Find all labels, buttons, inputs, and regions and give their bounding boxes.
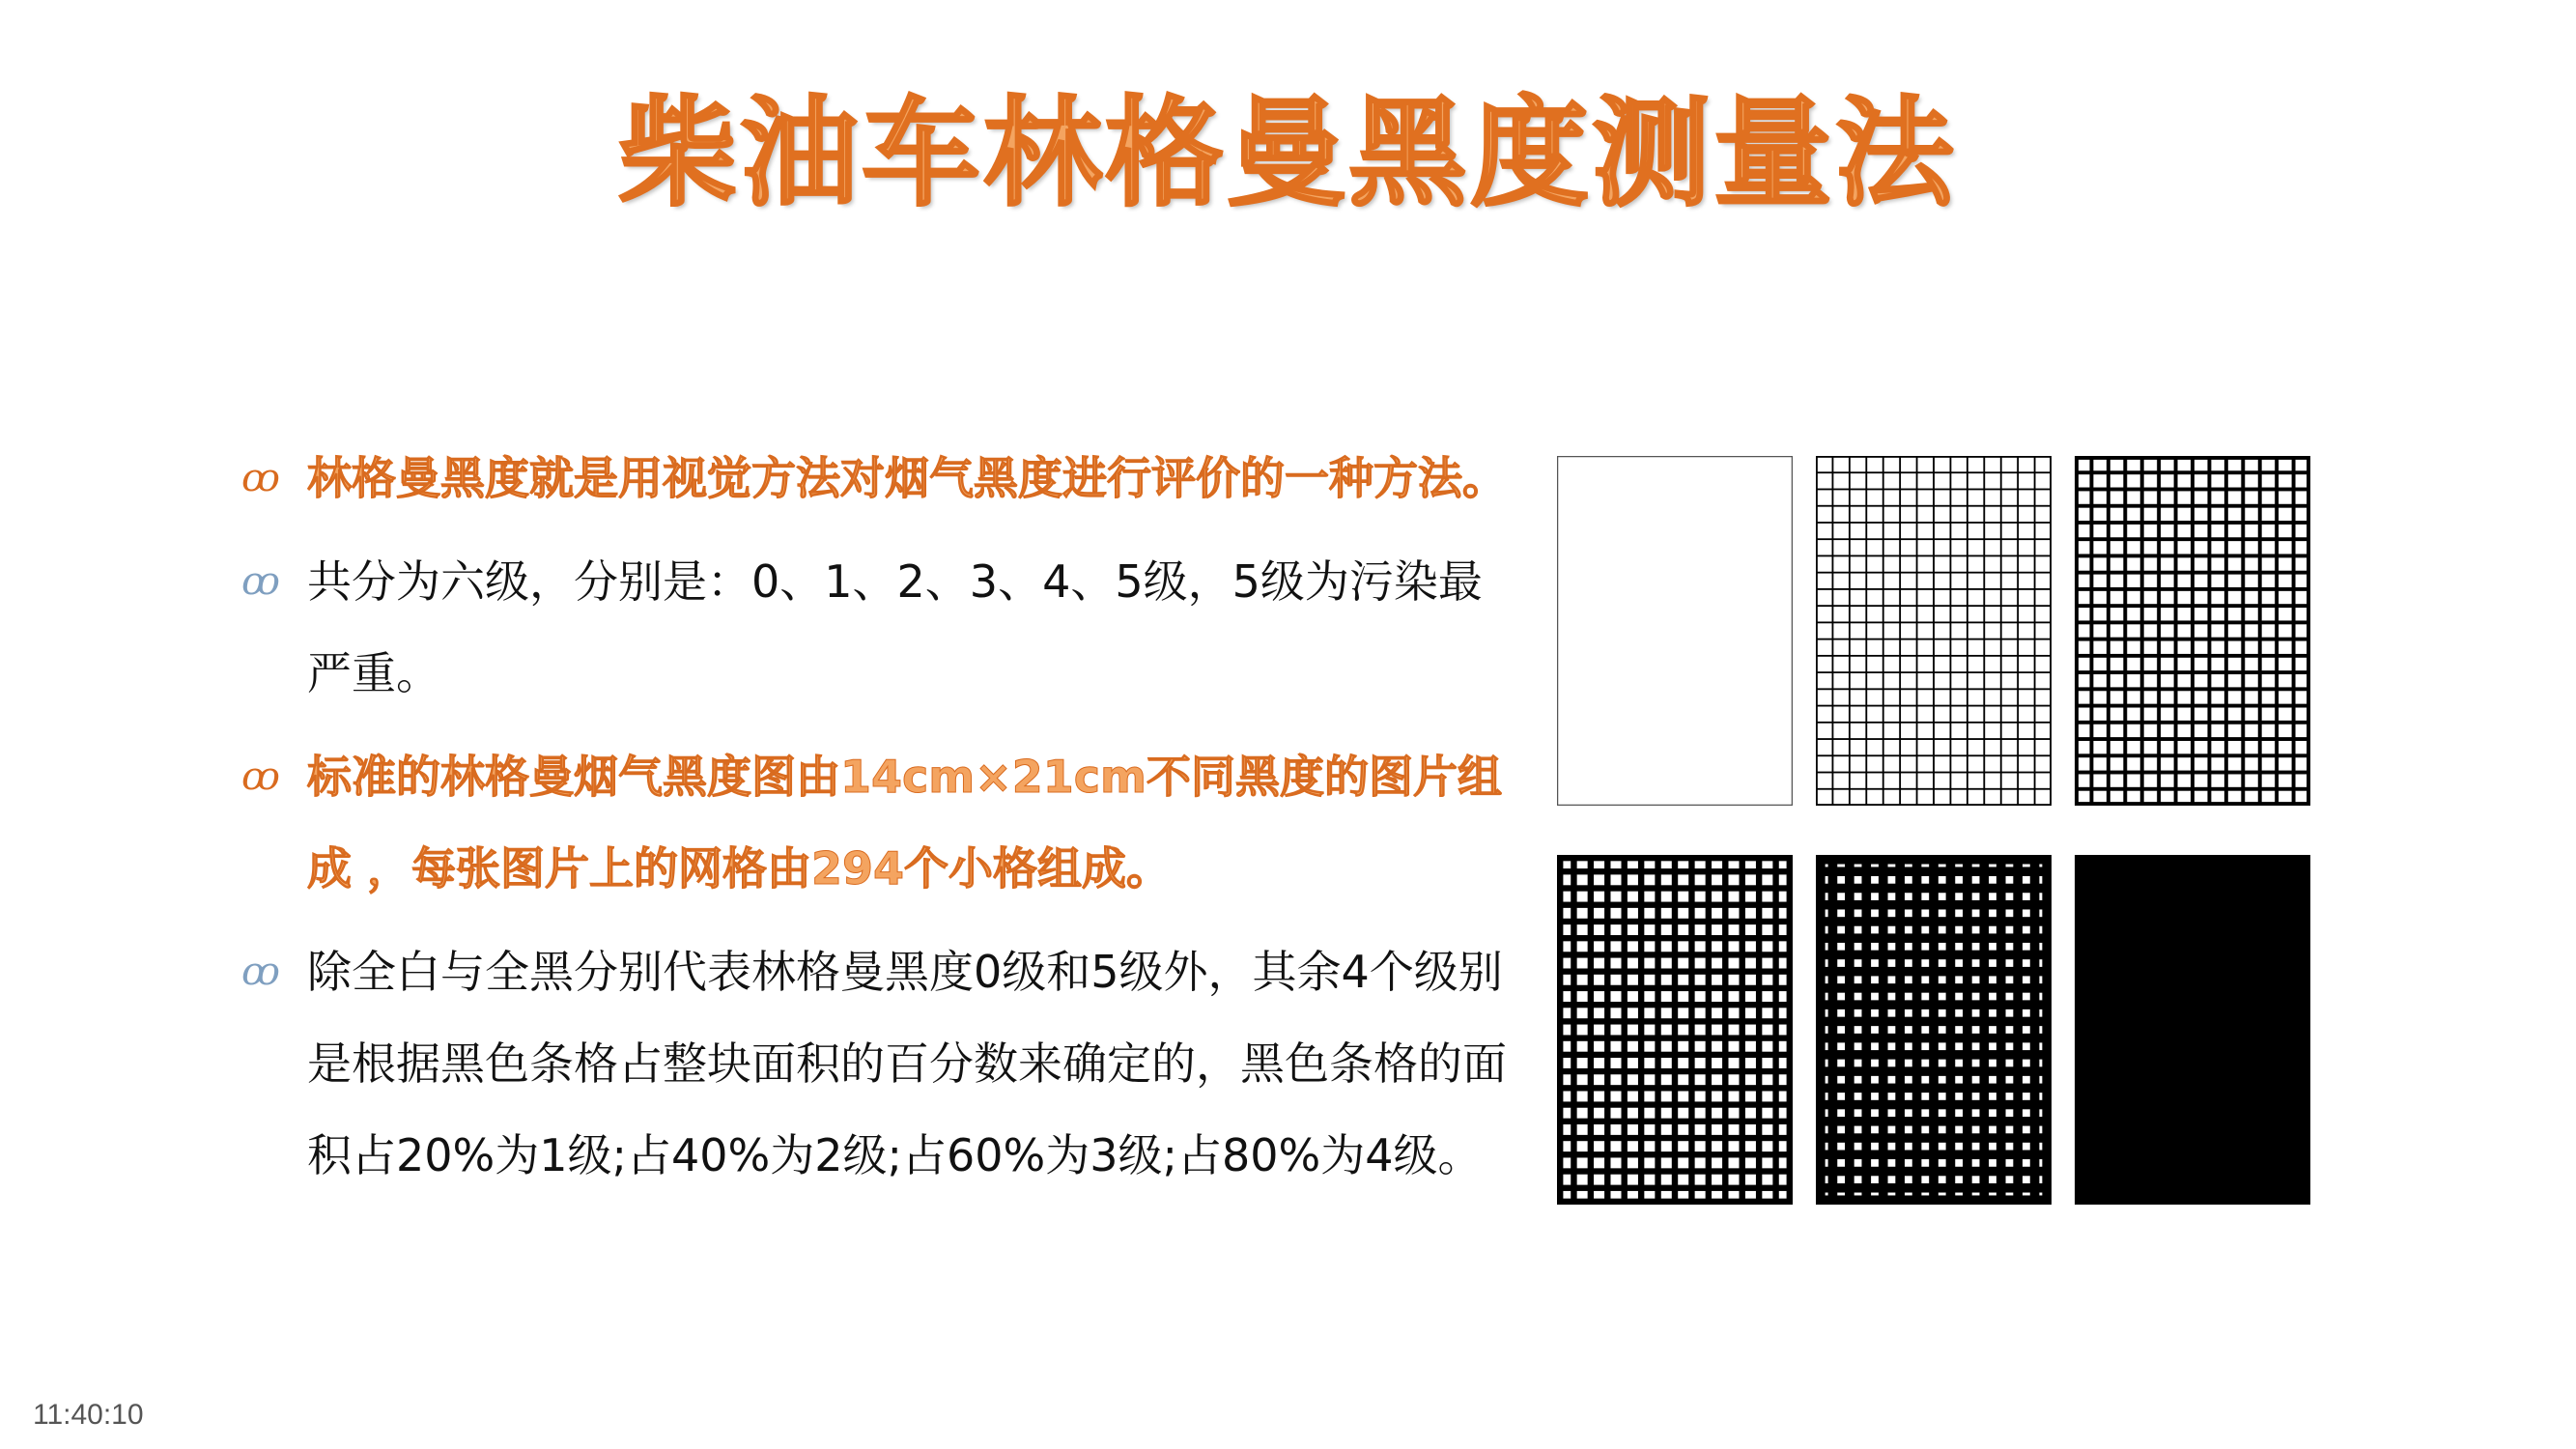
grid-line-horizontal xyxy=(2075,638,2310,641)
grid-line-horizontal xyxy=(2075,737,2310,741)
grid-line-horizontal xyxy=(1557,1002,1793,1008)
slide-title: 柴油车林格曼黑度测量法 xyxy=(618,85,1958,222)
grid-line-horizontal xyxy=(1816,1000,2052,1009)
grid-line-horizontal xyxy=(2075,571,2310,575)
grid-line-horizontal xyxy=(1557,1151,1793,1157)
bullet-text: 标准的林格曼烟气黑度图由14cm×21cm不同黑度的图片组成 ，每张图片上的网格由294个小格组成。 xyxy=(307,751,1502,895)
bullet-marker-icon: ꝏ xyxy=(241,559,280,604)
bullet-item xyxy=(241,433,1526,525)
grid-line-horizontal xyxy=(2075,654,2310,658)
ringelmann-card-level-1 xyxy=(1816,456,2052,806)
bullet-item xyxy=(241,536,1526,720)
grid-line-horizontal xyxy=(1816,471,2052,473)
bullet-list xyxy=(241,433,1526,1202)
grid-line-horizontal xyxy=(1816,1066,2052,1076)
grid-line-vertical xyxy=(1882,456,1884,806)
grid-line-horizontal xyxy=(1816,1100,2052,1110)
grid-line-horizontal xyxy=(1557,935,1793,941)
grid-line-vertical xyxy=(1865,456,1867,806)
grid-line-horizontal xyxy=(1816,1034,2052,1043)
ringelmann-card-level-5 xyxy=(2075,855,2310,1205)
ringelmann-grid-svg xyxy=(1816,855,2052,1205)
grid-line-vertical xyxy=(1967,456,1968,806)
grid-line-horizontal xyxy=(1816,621,2052,623)
grid-line-horizontal xyxy=(1816,555,2052,557)
grid-line-horizontal xyxy=(1557,1135,1793,1141)
grid-line-vertical xyxy=(2000,456,2002,806)
grid-line-horizontal xyxy=(2075,771,2310,775)
grid-line-vertical xyxy=(2089,456,2093,806)
grid-line-horizontal xyxy=(1816,1017,2052,1027)
grid-line-vertical xyxy=(2075,456,2079,806)
bullet-text: 共分为六级，分别是：0、1、2、3、4、5级，5级为污染最严重。 xyxy=(307,555,1483,699)
grid-line-horizontal xyxy=(2075,537,2310,541)
grid-line-vertical xyxy=(2107,456,2110,806)
grid-line-horizontal xyxy=(1816,855,2052,865)
grid-line-vertical xyxy=(2034,456,2036,806)
grid-line-horizontal xyxy=(1816,1133,2052,1143)
grid-line-vertical xyxy=(2140,456,2144,806)
grid-line-horizontal xyxy=(1816,772,2052,774)
grid-line-horizontal xyxy=(2075,521,2310,525)
grid-line-horizontal xyxy=(1557,1185,1793,1191)
grid-line-horizontal xyxy=(1816,639,2052,640)
grid-line-horizontal xyxy=(1557,1085,1793,1091)
grid-line-horizontal xyxy=(1816,917,2052,926)
grid-line-horizontal xyxy=(2075,488,2310,492)
grid-line-horizontal xyxy=(1557,919,1793,924)
ringelmann-grid-svg xyxy=(2075,855,2310,1205)
grid-line-vertical xyxy=(1849,456,1851,806)
grid-line-vertical xyxy=(2017,456,2019,806)
ringelmann-grid-svg xyxy=(1557,456,1793,806)
grid-line-horizontal xyxy=(1816,983,2052,993)
grid-line-horizontal xyxy=(2075,687,2310,691)
grid-line-vertical xyxy=(2174,456,2178,806)
grid-line-vertical xyxy=(2157,456,2161,806)
grid-line-horizontal xyxy=(2075,554,2310,557)
grid-line-vertical xyxy=(1950,456,1952,806)
grid-line-horizontal xyxy=(1816,754,2052,756)
bullet-text: 除全白与全黑分别代表林格曼黑度0级和5级外，其余4个级别是根据黑色条格占整块面积的百分数来确定的，黑色条格的面积占20%为1级;占40%为2级;占60%为3级;占80%为4级。 xyxy=(307,946,1507,1181)
grid-line-horizontal xyxy=(2075,721,2310,724)
grid-line-horizontal xyxy=(1816,884,2052,894)
grid-line-horizontal xyxy=(2075,470,2310,474)
grid-line-horizontal xyxy=(1557,1119,1793,1124)
grid-line-horizontal xyxy=(1816,572,2052,574)
grid-line-vertical xyxy=(2307,456,2310,806)
ringelmann-card-level-2 xyxy=(2075,456,2310,806)
grid-line-horizontal xyxy=(1557,868,1793,874)
grid-line-horizontal xyxy=(1816,688,2052,690)
grid-line-horizontal xyxy=(1816,671,2052,673)
grid-line-vertical xyxy=(1899,456,1901,806)
grid-line-horizontal xyxy=(1816,951,2052,960)
grid-line-horizontal xyxy=(2075,604,2310,608)
bullet-marker-icon: ꝏ xyxy=(241,754,280,799)
grid-line-horizontal xyxy=(2075,787,2310,791)
grid-line-vertical xyxy=(1916,456,1918,806)
grid-line-horizontal xyxy=(1816,1050,2052,1060)
grid-line-horizontal xyxy=(1816,1167,2052,1177)
grid-line-horizontal xyxy=(1816,933,2052,943)
grid-line-horizontal xyxy=(1816,788,2052,790)
grid-line-horizontal xyxy=(1816,1151,2052,1160)
grid-line-horizontal xyxy=(2075,504,2310,508)
grid-line-vertical xyxy=(1816,456,1818,806)
card-background xyxy=(2076,856,2310,1205)
grid-line-horizontal xyxy=(1557,985,1793,991)
grid-line-horizontal xyxy=(1557,1052,1793,1058)
grid-line-vertical xyxy=(2191,456,2194,806)
ringelmann-grid-svg xyxy=(1557,855,1793,1205)
grid-line-horizontal xyxy=(1816,522,2052,524)
grid-line-horizontal xyxy=(1816,722,2052,724)
ringelmann-grid-svg xyxy=(1816,456,2052,806)
ringelmann-grid-svg xyxy=(2075,456,2310,806)
grid-line-horizontal xyxy=(1816,1183,2052,1193)
grid-line-horizontal xyxy=(1816,605,2052,607)
grid-line-horizontal xyxy=(2075,704,2310,708)
grid-line-horizontal xyxy=(1816,655,2052,657)
grid-line-vertical xyxy=(1832,456,1834,806)
grid-line-horizontal xyxy=(1816,900,2052,910)
grid-line-horizontal xyxy=(1557,1018,1793,1024)
card-background xyxy=(1558,457,1793,806)
grid-line-vertical xyxy=(2292,456,2296,806)
ringelmann-card-level-4 xyxy=(1816,855,2052,1205)
timestamp: 11:40:10 xyxy=(33,1399,144,1431)
grid-line-horizontal xyxy=(2075,802,2310,806)
grid-line-horizontal xyxy=(1557,952,1793,957)
grid-line-horizontal xyxy=(1557,968,1793,974)
grid-line-horizontal xyxy=(1816,1195,2052,1205)
grid-line-horizontal xyxy=(1557,1168,1793,1174)
grid-line-horizontal xyxy=(1816,489,2052,491)
bullet-text: 林格曼黑度就是用视觉方法对烟气黑度进行评价的一种方法。 xyxy=(307,452,1507,504)
bullet-marker-icon: ꝏ xyxy=(241,950,280,994)
grid-line-horizontal xyxy=(1816,1084,2052,1094)
ringelmann-card-level-0 xyxy=(1557,456,1793,806)
grid-line-horizontal xyxy=(1557,1199,1793,1205)
grid-line-horizontal xyxy=(2075,620,2310,624)
bullet-item xyxy=(241,731,1526,915)
grid-line-horizontal xyxy=(2075,670,2310,674)
grid-line-horizontal xyxy=(1816,867,2052,876)
grid-line-horizontal xyxy=(1816,588,2052,590)
grid-line-horizontal xyxy=(1816,705,2052,707)
grid-line-horizontal xyxy=(1816,538,2052,540)
grid-line-horizontal xyxy=(1816,804,2052,806)
bullet-marker-icon: ꝏ xyxy=(241,456,280,500)
grid-line-horizontal xyxy=(1557,855,1793,861)
grid-line-vertical xyxy=(1933,456,1935,806)
grid-line-horizontal xyxy=(1816,1117,2052,1126)
ringelmann-card-level-3 xyxy=(1557,855,1793,1205)
grid-line-horizontal xyxy=(1557,1101,1793,1107)
grid-line-horizontal xyxy=(1816,967,2052,977)
grid-line-vertical xyxy=(2050,456,2052,806)
grid-line-vertical xyxy=(1983,456,1985,806)
grid-line-vertical xyxy=(2123,456,2127,806)
bullet-item xyxy=(241,926,1526,1202)
grid-line-vertical xyxy=(2258,456,2262,806)
grid-line-vertical xyxy=(2224,456,2228,806)
grid-line-vertical xyxy=(2241,456,2245,806)
grid-line-horizontal xyxy=(1816,738,2052,740)
grid-line-horizontal xyxy=(1816,505,2052,507)
grid-line-horizontal xyxy=(1557,1035,1793,1040)
grid-line-horizontal xyxy=(1557,1068,1793,1074)
grid-line-horizontal xyxy=(2075,456,2310,460)
grid-line-horizontal xyxy=(1816,456,2052,458)
grid-line-horizontal xyxy=(2075,753,2310,757)
grid-line-horizontal xyxy=(1557,902,1793,908)
grid-line-vertical xyxy=(2207,456,2211,806)
grid-line-horizontal xyxy=(2075,587,2310,591)
grid-line-vertical xyxy=(2275,456,2279,806)
grid-line-horizontal xyxy=(1557,885,1793,891)
